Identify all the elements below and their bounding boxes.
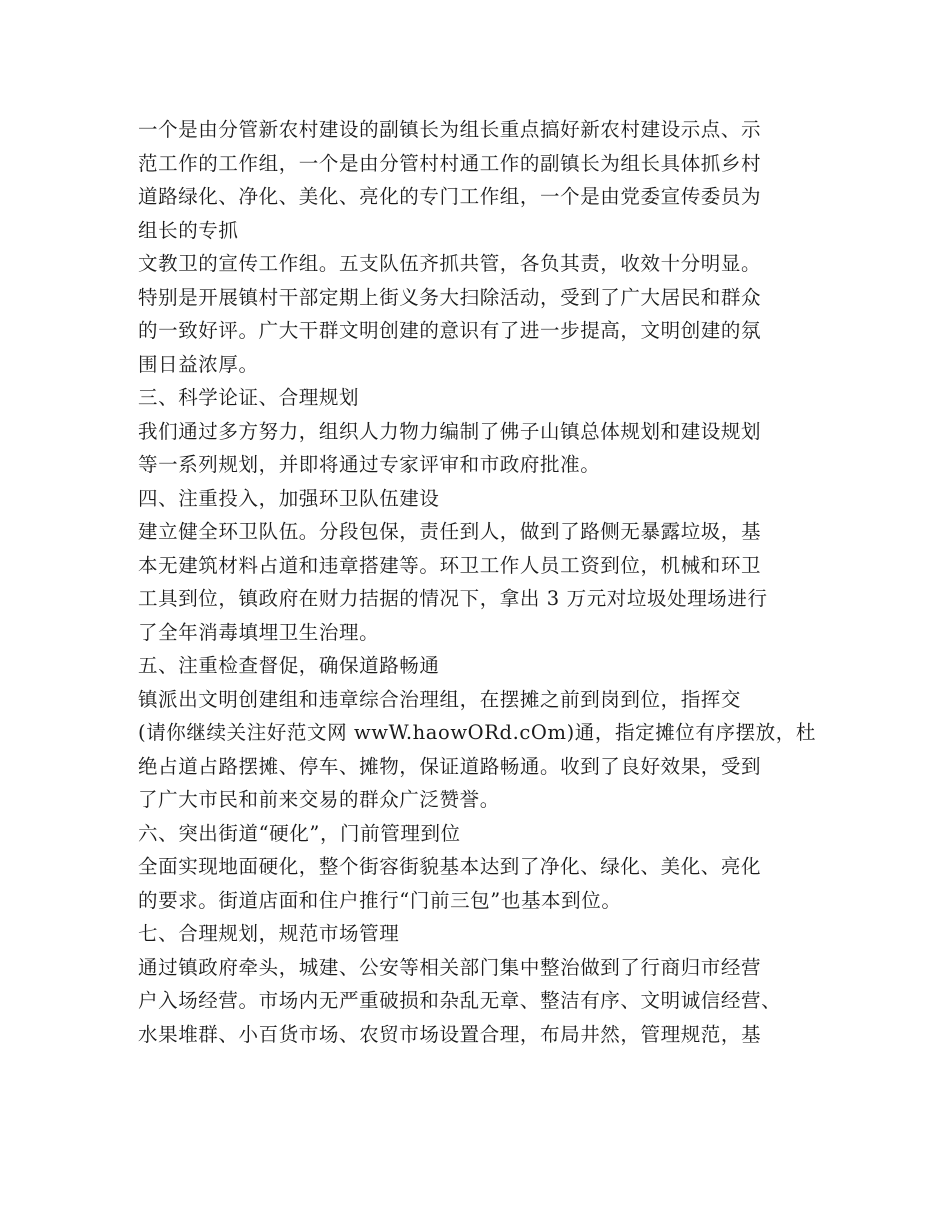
paragraph-line: 通过镇政府牵头，城建、公安等相关部门集中整治做到了行商归市经营 xyxy=(138,955,762,979)
section-heading: 五、注重检查督促，确保道路畅通 xyxy=(138,654,440,677)
paragraph-line: 建立健全环卫队伍。分段包保，责任到人，做到了路侧无暴露垃圾，基 xyxy=(138,520,762,543)
paragraph-line: 一个是由分管新农村建设的副镇长为组长重点搞好新农村建设示点、示 xyxy=(138,118,762,141)
paragraph-line: 镇派出文明创建组和违章综合治理组，在摆摊之前到岗到位，指挥交 xyxy=(138,687,742,711)
paragraph-line: 户入场经营。市场内无严重破损和杂乱无章、整洁有序、文明诚信经营、 xyxy=(138,989,782,1012)
paragraph-line: 本无建筑材料占道和违章搭建等。环卫工作人员工资到位，机械和环卫 xyxy=(138,553,762,577)
section-heading: 六、突出街道“硬化”，门前管理到位 xyxy=(138,821,461,845)
section-heading: 四、注重投入，加强环卫队伍建设 xyxy=(138,486,440,510)
paragraph-line: 了全年消毒填埋卫生治理。 xyxy=(138,620,380,644)
paragraph-line: 围日益浓厚。 xyxy=(138,352,259,376)
paragraph-line: (请你继续关注好范文网 wwW.haowORd.cOm)通，指定摊位有序摆放，杜 xyxy=(138,721,816,744)
paragraph-line: 道路绿化、净化、美化、亮化的专门工作组，一个是由党委宣传委员为 xyxy=(138,185,762,208)
paragraph-line: 范工作的工作组，一个是由分管村村通工作的副镇长为组长具体抓乡村 xyxy=(138,151,762,175)
paragraph-line: 的要求。街道店面和住户推行“门前三包”也基本到位。 xyxy=(138,888,622,912)
paragraph-line: 等一系列规划，并即将通过专家评审和市政府批准。 xyxy=(138,453,601,476)
section-heading: 三、科学论证、合理规划 xyxy=(138,386,360,409)
paragraph-line: 工具到位，镇政府在财力拮据的情况下，拿出 3 万元对垃圾处理场进行 xyxy=(138,587,768,610)
section-heading: 七、合理规划，规范市场管理 xyxy=(138,922,400,945)
document-body xyxy=(138,113,838,1051)
paragraph-line: 我们通过多方努力，组织人力物力编制了佛子山镇总体规划和建设规划 xyxy=(138,419,762,443)
paragraph-line: 了广大市民和前来交易的群众广泛赞誉。 xyxy=(138,788,500,811)
paragraph-line: 的一致好评。广大干群文明创建的意识有了进一步提高，文明创建的氛 xyxy=(138,319,762,342)
paragraph-line: 全面实现地面硬化，整个街容街貌基本达到了净化、绿化、美化、亮化 xyxy=(138,855,762,878)
paragraph-line: 文教卫的宣传工作组。五支队伍齐抓共管，各负其责，收效十分明显。 xyxy=(138,252,762,275)
paragraph-line: 绝占道占路摆摊、停车、摊物，保证道路畅通。收到了良好效果，受到 xyxy=(138,754,762,778)
paragraph-line: 组长的专抓 xyxy=(138,218,239,242)
paragraph-line: 水果堆群、小百货市场、农贸市场设置合理，布局井然，管理规范，基 xyxy=(138,1022,762,1046)
paragraph-line: 特别是开展镇村干部定期上街义务大扫除活动，受到了广大居民和群众 xyxy=(138,285,762,309)
